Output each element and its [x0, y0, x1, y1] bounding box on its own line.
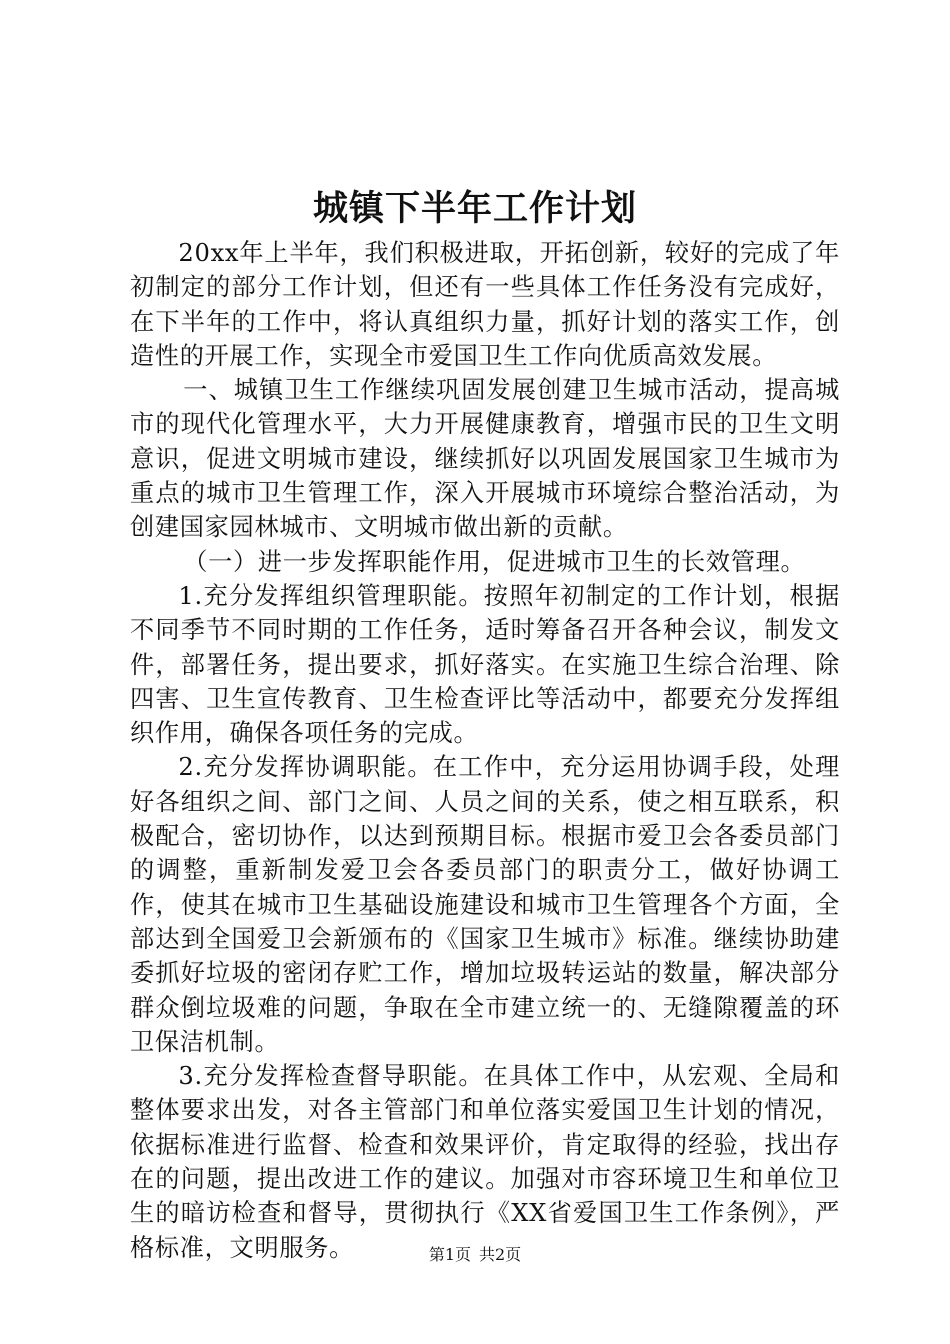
document-body	[130, 236, 840, 1265]
item-three-paragraph: 3.充分发挥检查督导职能。在具体工作中，从宏观、全局和整体要求出发，对各主管部门和单位落实爱国卫生计划的情况，依据标准进行监督、检查和效果评价，肯定取得的经验，找出存在的问题，提出改进工作的建议。加强对市容环境卫生和单位卫生的暗访检查和督导，贯彻执行《XX省爱国卫生工作条例》，严格标准，文明服务。	[130, 1062, 840, 1262]
page-footer	[0, 1244, 950, 1266]
subsection-heading: （一）进一步发挥职能作用，促进城市卫生的长效管理。	[183, 547, 806, 576]
section-one-paragraph: 一、城镇卫生工作继续巩固发展创建卫生城市活动，提高城市的现代化管理水平，大力开展健康教育，增强市民的卫生文明意识，促进文明城市建设，继续抓好以巩固发展国家卫生城市为重点的城市卫生管理工作，深入开展城市环境综合整治活动，为创建国家园林城市、文明城市做出新的贡献。	[130, 376, 840, 542]
intro-paragraph: 20xx年上半年，我们积极进取，开拓创新，较好的完成了年初制定的部分工作计划，但还有一些具体工作任务没有完成好，在下半年的工作中，将认真组织力量，抓好计划的落实工作，创造性的开展工作，实现全市爱国卫生工作向优质高效发展。	[130, 239, 840, 370]
page-total: 共2页	[479, 1245, 522, 1264]
item-two-paragraph: 2.充分发挥协调职能。在工作中，充分运用协调手段，处理好各组织之间、部门之间、人员之间的关系，使之相互联系，积极配合，密切协作，以达到预期目标。根据市爱卫会各委员部门的调整，重新制发爱卫会各委员部门的职责分工，做好协调工作，使其在城市卫生基础设施建设和城市卫生管理各个方面，全部达到全国爱卫会新颁布的《国家卫生城市》标准。继续协助建委抓好垃圾的密闭存贮工作，增加垃圾转运站的数量，解决部分群众倒垃圾难的问题，争取在全市建立统一的、无缝隙覆盖的环卫保洁机制。	[130, 753, 840, 1056]
page-number: 第1页	[428, 1245, 471, 1264]
item-one-paragraph: 1.充分发挥组织管理职能。按照年初制定的工作计划，根据不同季节不同时期的工作任务，适时筹备召开各种会议，制发文件，部署任务，提出要求，抓好落实。在实施卫生综合治理、除四害、卫生宣传教育、卫生检查评比等活动中，都要充分发挥组织作用，确保各项任务的完成。	[130, 581, 840, 748]
document-title: 城镇下半年工作计划	[312, 188, 637, 229]
